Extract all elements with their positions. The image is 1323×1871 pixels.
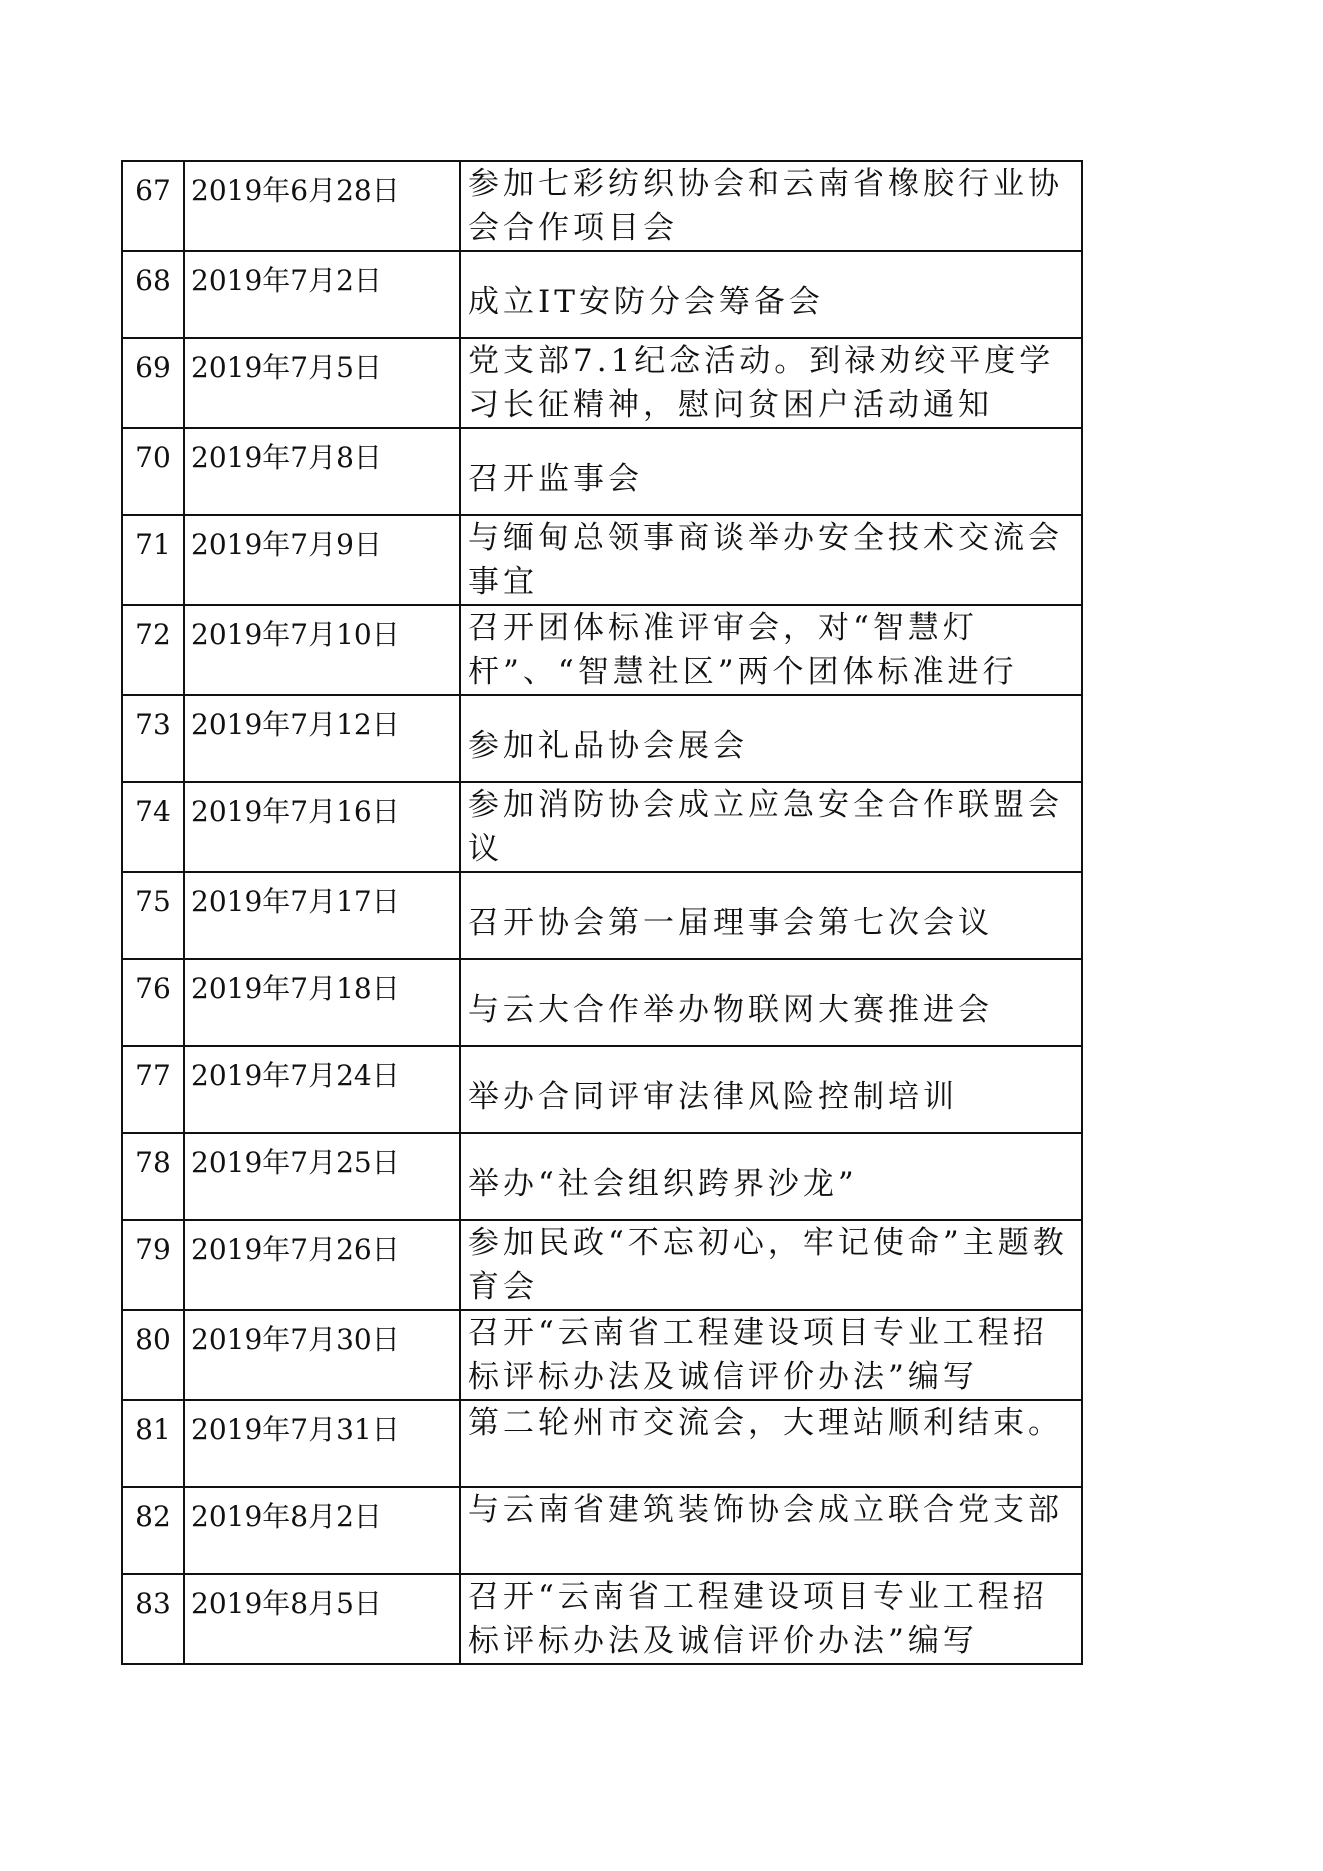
row-date: 2019年7月10日: [184, 605, 460, 695]
table-row: [122, 428, 1082, 515]
row-date: 2019年7月12日: [184, 695, 460, 782]
row-description: 参加消防协会成立应急安全合作联盟会议: [460, 782, 1082, 872]
row-number: 76: [122, 959, 184, 1046]
row-number: 77: [122, 1046, 184, 1133]
row-description: 举办“社会组织跨界沙龙”: [460, 1133, 1082, 1220]
row-date: 2019年7月5日: [184, 338, 460, 428]
table-row: [122, 1310, 1082, 1400]
row-number: 82: [122, 1487, 184, 1574]
row-description: 参加七彩纺织协会和云南省橡胶行业协会合作项目会: [460, 161, 1082, 251]
row-number: 72: [122, 605, 184, 695]
row-description: 召开监事会: [460, 428, 1082, 515]
row-date: 2019年7月17日: [184, 872, 460, 959]
table-row: [122, 1220, 1082, 1310]
row-date: 2019年7月16日: [184, 782, 460, 872]
row-description: 与云大合作举办物联网大赛推进会: [460, 959, 1082, 1046]
row-number: 74: [122, 782, 184, 872]
row-number: 70: [122, 428, 184, 515]
row-number: 79: [122, 1220, 184, 1310]
row-date: 2019年8月5日: [184, 1574, 460, 1664]
row-description: 与云南省建筑装饰协会成立联合党支部: [460, 1487, 1082, 1574]
row-date: 2019年7月8日: [184, 428, 460, 515]
table-row: [122, 251, 1082, 338]
events-table-body: [122, 161, 1082, 1664]
row-number: 80: [122, 1310, 184, 1400]
table-row: [122, 695, 1082, 782]
row-date: 2019年8月2日: [184, 1487, 460, 1574]
row-number: 68: [122, 251, 184, 338]
row-date: 2019年7月2日: [184, 251, 460, 338]
table-row: [122, 872, 1082, 959]
row-description: 第二轮州市交流会，大理站顺利结束。: [460, 1400, 1082, 1487]
table-row: [122, 782, 1082, 872]
table-row: [122, 1046, 1082, 1133]
row-description: 举办合同评审法律风险控制培训: [460, 1046, 1082, 1133]
table-row: [122, 1133, 1082, 1220]
row-number: 83: [122, 1574, 184, 1664]
row-date: 2019年7月31日: [184, 1400, 460, 1487]
table-row: [122, 1574, 1082, 1664]
table-row: [122, 959, 1082, 1046]
table-row: [122, 515, 1082, 605]
table-row: [122, 1487, 1082, 1574]
row-description: 参加民政“不忘初心，牢记使命”主题教育会: [460, 1220, 1082, 1310]
table-row: [122, 338, 1082, 428]
row-description: 召开团体标准评审会，对“智慧灯杆”、“智慧社区”两个团体标准进行: [460, 605, 1082, 695]
row-date: 2019年7月26日: [184, 1220, 460, 1310]
row-number: 73: [122, 695, 184, 782]
row-date: 2019年6月28日: [184, 161, 460, 251]
row-description: 与缅甸总领事商谈举办安全技术交流会事宜: [460, 515, 1082, 605]
row-date: 2019年7月9日: [184, 515, 460, 605]
row-date: 2019年7月24日: [184, 1046, 460, 1133]
row-number: 69: [122, 338, 184, 428]
row-number: 78: [122, 1133, 184, 1220]
row-number: 71: [122, 515, 184, 605]
row-number: 75: [122, 872, 184, 959]
row-date: 2019年7月18日: [184, 959, 460, 1046]
row-date: 2019年7月25日: [184, 1133, 460, 1220]
row-description: 召开“云南省工程建设项目专业工程招标评标办法及诚信评价办法”编写: [460, 1574, 1082, 1664]
row-date: 2019年7月30日: [184, 1310, 460, 1400]
row-number: 67: [122, 161, 184, 251]
events-table: [121, 160, 1083, 1665]
row-description: 召开“云南省工程建设项目专业工程招标评标办法及诚信评价办法”编写: [460, 1310, 1082, 1400]
row-description: 成立IT安防分会筹备会: [460, 251, 1082, 338]
row-description: 召开协会第一届理事会第七次会议: [460, 872, 1082, 959]
row-number: 81: [122, 1400, 184, 1487]
table-row: [122, 1400, 1082, 1487]
table-row: [122, 161, 1082, 251]
row-description: 参加礼品协会展会: [460, 695, 1082, 782]
row-description: 党支部7.1纪念活动。到禄劝绞平度学习长征精神，慰问贫困户活动通知: [460, 338, 1082, 428]
table-row: [122, 605, 1082, 695]
